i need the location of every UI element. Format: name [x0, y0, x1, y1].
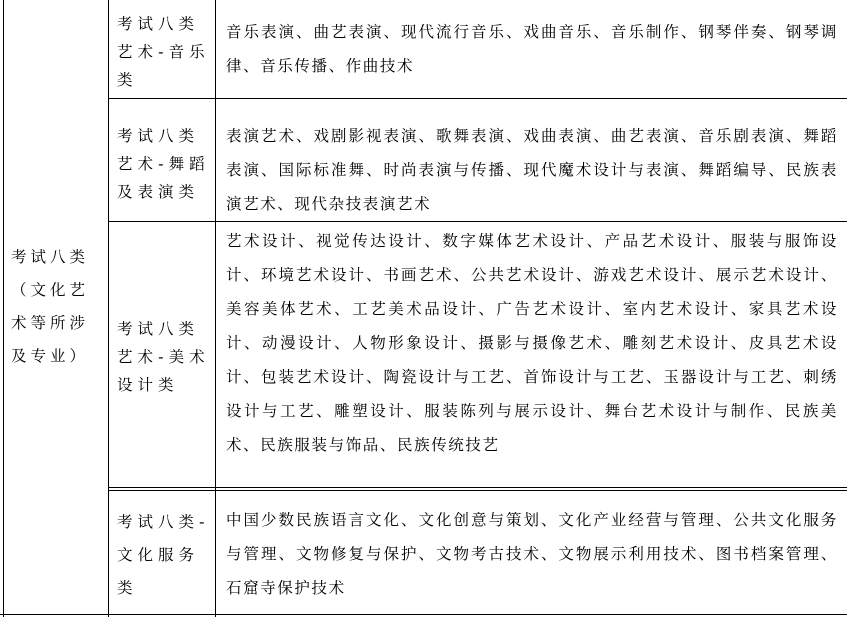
row-divider-2: [108, 221, 847, 222]
row-category-label: 考试八类艺术-美术设计类: [117, 320, 210, 394]
row-majors-text: 艺术设计、视觉传达设计、数字媒体艺术设计、产品艺术设计、服装与服饰设计、环境艺术设计、书画艺术、公共艺术设计、游戏艺术设计、展示艺术设计、美容美体艺术、工艺美术品设计、广告艺术设计、室内艺术设计、家具艺术设计、动漫设计、人物形象设计、摄影与摄像艺术、雕刻艺术设计、皮具艺术设计、包装艺术设计、陶瓷设计与工艺、首饰设计与工艺、玉器设计与工艺、刺绣设计与工艺、雕塑设计、服装陈列与展示设计、舞台艺术设计与制作、民族美术、民族服装与饰品、民族传统技艺: [226, 232, 838, 454]
row-majors-text: 中国少数民族语言文化、文化创意与策划、文化产业经营与管理、公共文化服务与管理、文物修复与保护、文物考古技术、文物展示利用技术、图书档案管理、石窟寺保护技术: [226, 511, 838, 597]
column-divider-2: [215, 0, 216, 617]
column-divider-1: [108, 0, 109, 617]
row-category-label: 考试八类艺术-舞蹈及表演类: [117, 127, 210, 201]
row-divider-3b: [108, 490, 847, 491]
table-border-left: [3, 0, 4, 617]
row-majors-text: 表演艺术、戏剧影视表演、歌舞表演、戏曲表演、曲艺表演、音乐剧表演、舞蹈表演、国际标准舞、时尚表演与传播、现代魔术设计与表演、舞蹈编导、民族表演艺术、现代杂技表演艺术: [226, 127, 838, 213]
row-category-label: 考试八类-文化服务类: [117, 513, 210, 597]
row-majors-text: 音乐表演、曲艺表演、现代流行音乐、戏曲音乐、音乐制作、钢琴伴奏、钢琴调律、音乐传播、作曲技术: [226, 23, 838, 75]
row-divider-3: [108, 487, 847, 488]
row-divider-1: [108, 98, 847, 99]
main-category-label: 考试八类（文化艺术等所涉及专业）: [11, 248, 90, 365]
row-category-label: 考试八类艺术-音乐类: [117, 15, 210, 89]
table-border-bottom: [0, 614, 847, 615]
